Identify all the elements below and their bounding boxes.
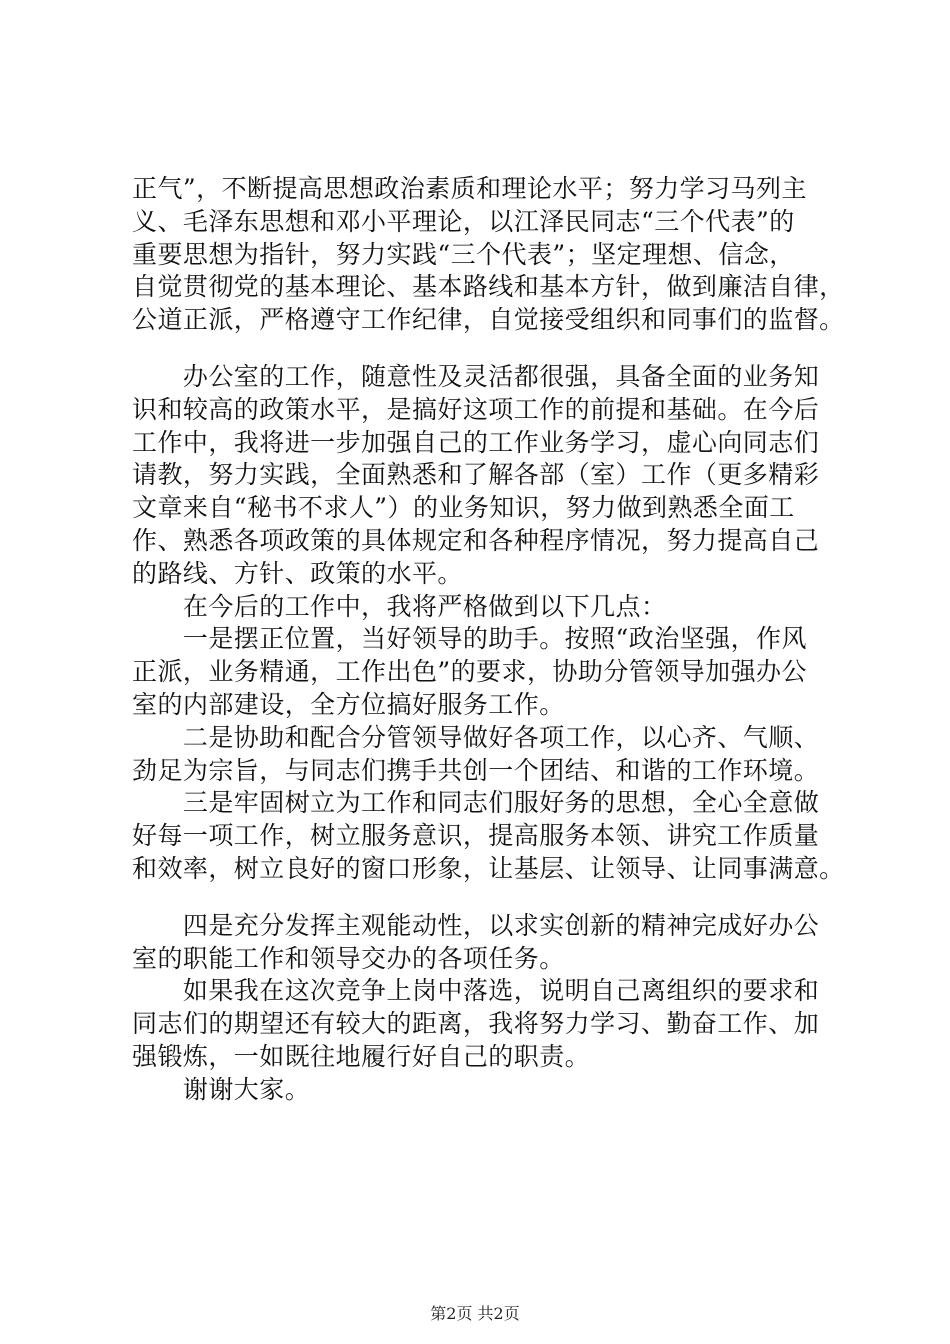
text-line: 强锻炼，一如既往地履行好自己的职责。 (132, 1041, 591, 1071)
text-line: 室的职能工作和领导交办的各项任务。 (132, 943, 565, 973)
text-line: 好每一项工作，树立服务意识，提高服务本领、讲究工作质量 (132, 821, 820, 851)
text-line: 义、毛泽东思想和邓小平理论，以江泽民同志“三个代表”的 (132, 206, 795, 236)
text-line: 二是协助和配合分管领导做好各项工作，以心齐、气顺、 (132, 722, 820, 752)
text-line: 作、熟悉各项政策的具体规定和各种程序情况，努力提高自己 (132, 525, 820, 555)
text-line: 一是摆正位置，当好领导的助手。按照“政治坚强，作风 (132, 624, 807, 654)
text-line: 的路线、方针、政策的水平。 (132, 558, 463, 588)
text-line: 正气”，不断提高思想政治素质和理论水平；努力学习马列主 (132, 174, 807, 203)
text-line: 室的内部建设，全方位搞好服务工作。 (132, 689, 565, 719)
text-line: 三是牢固树立为工作和同志们服好务的思想，全心全意做 (132, 788, 820, 818)
page-footer: 第2页 共2页 (430, 1304, 520, 1323)
text-line: 劲足为宗旨，与同志们携手共创一个团结、和谐的工作环境。 (132, 755, 820, 785)
text-line: 正派，业务精通，工作出色”的要求，协助分管领导加强办公 (132, 657, 807, 687)
text-line: 公道正派，严格遵守工作纪律，自觉接受组织和同事们的监督。 (132, 305, 845, 335)
paragraph-gap (132, 886, 832, 910)
document-body (132, 173, 845, 1107)
text-line: 重要思想为指针，努力实践“三个代表”；坚定理想、信念， (132, 239, 795, 269)
text-line: 自觉贯彻党的基本理论、基本路线和基本方针，做到廉洁自律， (132, 272, 845, 302)
text-line: 同志们的期望还有较大的距离，我将努力学习、勤奋工作、加 (132, 1009, 820, 1039)
paragraph-gap (132, 337, 832, 361)
text-line: 和效率，树立良好的窗口形象，让基层、让领导、让同事满意。 (132, 853, 845, 883)
text-line: 谢谢大家。 (132, 1074, 311, 1104)
text-line: 在今后的工作中，我将严格做到以下几点： (132, 591, 667, 621)
text-line: 请教，努力实践，全面熟悉和了解各部（室）工作（更多精彩 (132, 460, 820, 490)
text-line: 办公室的工作，随意性及灵活都很强，具备全面的业务知 (132, 361, 820, 391)
text-line: 如果我在这次竞争上岗中落选，说明自己离组织的要求和 (132, 976, 820, 1006)
text-line: 识和较高的政策水平，是搞好这项工作的前提和基础。在今后 (132, 394, 820, 424)
text-line: 文章来自“秘书不求人”）的业务知识，努力做到熟悉全面工 (132, 493, 795, 523)
text-line: 四是充分发挥主观能动性，以求实创新的精神完成好办公 (132, 910, 820, 940)
text-line: 工作中，我将进一步加强自己的工作业务学习，虚心向同志们 (132, 427, 820, 457)
